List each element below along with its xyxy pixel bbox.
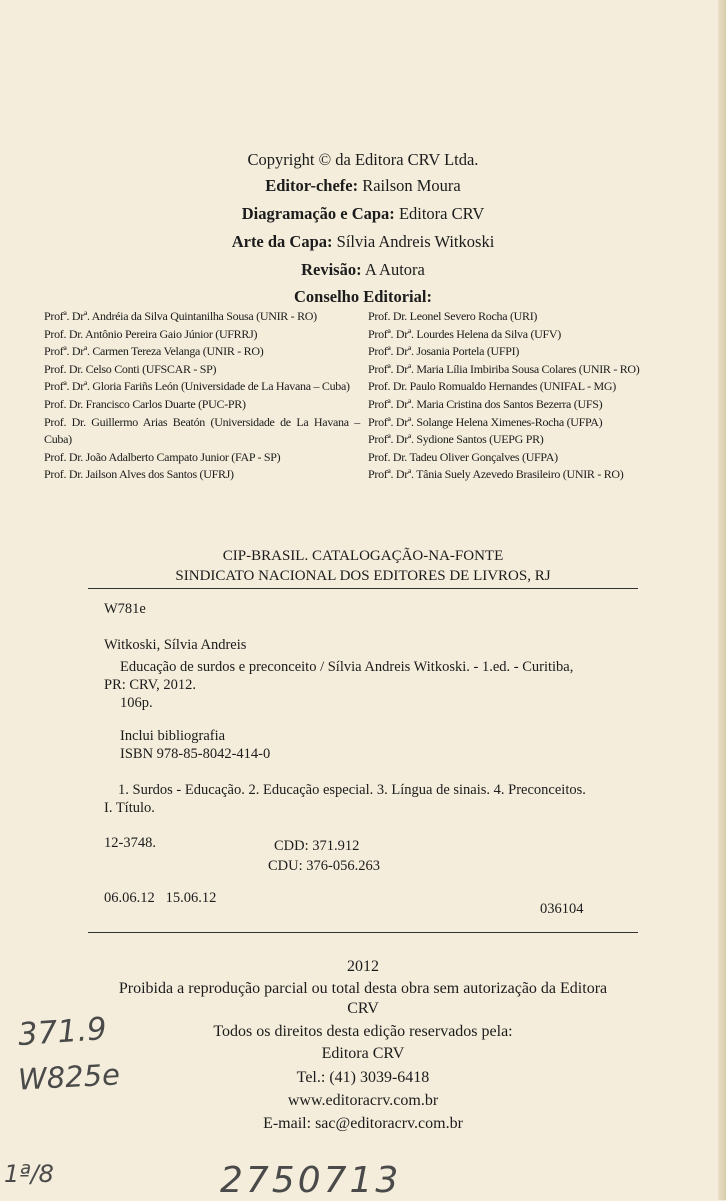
catalog-subjects-line2: I. Título.: [104, 800, 155, 816]
review-label: Revisão:: [301, 260, 362, 279]
council-member: Profª. Drª. Tânia Suely Azevedo Brasileiro (UNIR - RO): [368, 467, 624, 482]
cip-subtitle: SINDICATO NACIONAL DOS EDITORES DE LIVROS, RJ: [175, 568, 551, 584]
council-member: Prof. Dr. Paulo Romualdo Hernandes (UNIFAL - MG): [368, 379, 616, 394]
editor-chief-label: Editor-chefe:: [265, 176, 359, 195]
catalog-pages: 106p.: [120, 695, 153, 711]
catalog-title-line2: PR: CRV, 2012.: [104, 677, 197, 693]
rights-line2: CRV: [347, 1000, 379, 1017]
publisher-name: Editora CRV: [321, 1045, 405, 1062]
layout-line: [0, 204, 726, 224]
review-value: A Autora: [361, 260, 425, 279]
cip-top-rule: [88, 588, 638, 589]
catalog-code: W781e: [104, 601, 146, 617]
catalog-title-line1: Educação de surdos e preconceito / Sílvia Andreis Witkoski. - 1.ed. - Curitiba,: [120, 659, 574, 675]
council-member: Profª. Drª. Lourdes Helena da Silva (UFV): [368, 326, 561, 341]
publisher-website: www.editoracrv.com.br: [287, 1092, 439, 1109]
council-left-column: [44, 308, 360, 484]
layout-label: Diagramação e Capa:: [241, 204, 395, 223]
catalog-author: Witkoski, Sílvia Andreis: [104, 637, 247, 653]
catalog-dates: 06.06.12 15.06.12: [104, 890, 217, 906]
council-member: Prof. Dr. João Adalberto Campato Junior (FAP - SP): [44, 449, 281, 464]
council-member: Profª. Drª. Maria Lília Imbiriba Sousa Colares (UNIR - RO): [368, 361, 640, 376]
handwritten-mark: 1ª/8: [4, 1160, 54, 1188]
council-member: Prof. Dr. Leonel Severo Rocha (URI): [368, 309, 538, 323]
catalog-isbn: ISBN 978-85-8042-414-0: [120, 746, 271, 762]
council-member: Profª. Drª. Sydione Santos (UEPG PR): [368, 432, 544, 447]
cover-art-line: [0, 232, 726, 252]
council-member: Prof. Dr. Antônio Pereira Gaio Júnior (UFRRJ): [44, 326, 258, 341]
copyright-line: Copyright © da Editora CRV Ltda.: [247, 150, 479, 169]
council-member: Profª. Drª. Maria Cristina dos Santos Bezerra (UFS): [368, 396, 603, 411]
cip-title: CIP-BRASIL. CATALOGAÇÃO-NA-FONTE: [222, 548, 504, 564]
catalog-record-number: 12-3748.: [104, 835, 156, 851]
cover-art-value: Sílvia Andreis Witkoski: [332, 232, 495, 251]
footer-year: 2012: [347, 958, 379, 975]
rights-reserved: Todos os direitos desta edição reservados pela:: [213, 1023, 513, 1040]
catalog-cdd: CDD: 371.912: [274, 838, 360, 854]
council-member: Profª. Drª. Solange Helena Ximenes-Rocha (UFPA): [368, 414, 603, 429]
publisher-email: E-mail: sac@editoracrv.com.br: [263, 1115, 463, 1132]
layout-value: Editora CRV: [394, 204, 485, 223]
council-member: Prof. Dr. Guillermo Arias Beatón (Universidade de La Havana – Cuba): [44, 414, 360, 447]
council-title: Conselho Editorial:: [294, 287, 432, 306]
catalog-control-number: 036104: [540, 901, 584, 917]
council-right-column: [368, 308, 683, 484]
catalog-bibliography: Inclui bibliografia: [120, 728, 226, 744]
cip-bottom-rule: [88, 932, 638, 933]
review-line: [0, 260, 726, 280]
council-member: Profª. Drª. Gloria Fariñs León (Universidade de La Havana – Cuba): [44, 379, 350, 394]
catalog-cdu: CDU: 376-056.263: [268, 858, 380, 874]
council-member: Profª. Drª. Andréia da Silva Quintanilha Sousa (UNIR - RO): [44, 309, 317, 323]
council-member: Profª. Drª. Carmen Tereza Velanga (UNIR - RO): [44, 344, 264, 359]
council-member: Prof. Dr. Francisco Carlos Duarte (PUC-PR): [44, 396, 246, 411]
handwritten-number: 2750713: [220, 1160, 402, 1201]
handwritten-cutter: W825e: [17, 1057, 121, 1097]
council-member: Prof. Dr. Tadeu Oliver Gonçalves (UFPA): [368, 449, 558, 464]
council-member: Prof. Dr. Celso Conti (UFSCAR - SP): [44, 361, 217, 376]
handwritten-classification: 371.9: [16, 1010, 108, 1054]
rights-line1: Proibida a reprodução parcial ou total desta obra sem autorização da Editora: [118, 980, 608, 997]
editor-chief-value: Railson Moura: [358, 176, 461, 195]
council-member: Profª. Drª. Josania Portela (UFPI): [368, 344, 520, 359]
catalog-subjects-line1: 1. Surdos - Educação. 2. Educação especial. 3. Língua de sinais. 4. Preconceitos.: [118, 782, 586, 798]
council-member: Prof. Dr. Jailson Alves dos Santos (UFRJ): [44, 467, 234, 482]
editor-chief-line: [0, 176, 726, 196]
cover-art-label: Arte da Capa:: [231, 232, 333, 251]
publisher-phone: Tel.: (41) 3039-6418: [296, 1069, 430, 1086]
